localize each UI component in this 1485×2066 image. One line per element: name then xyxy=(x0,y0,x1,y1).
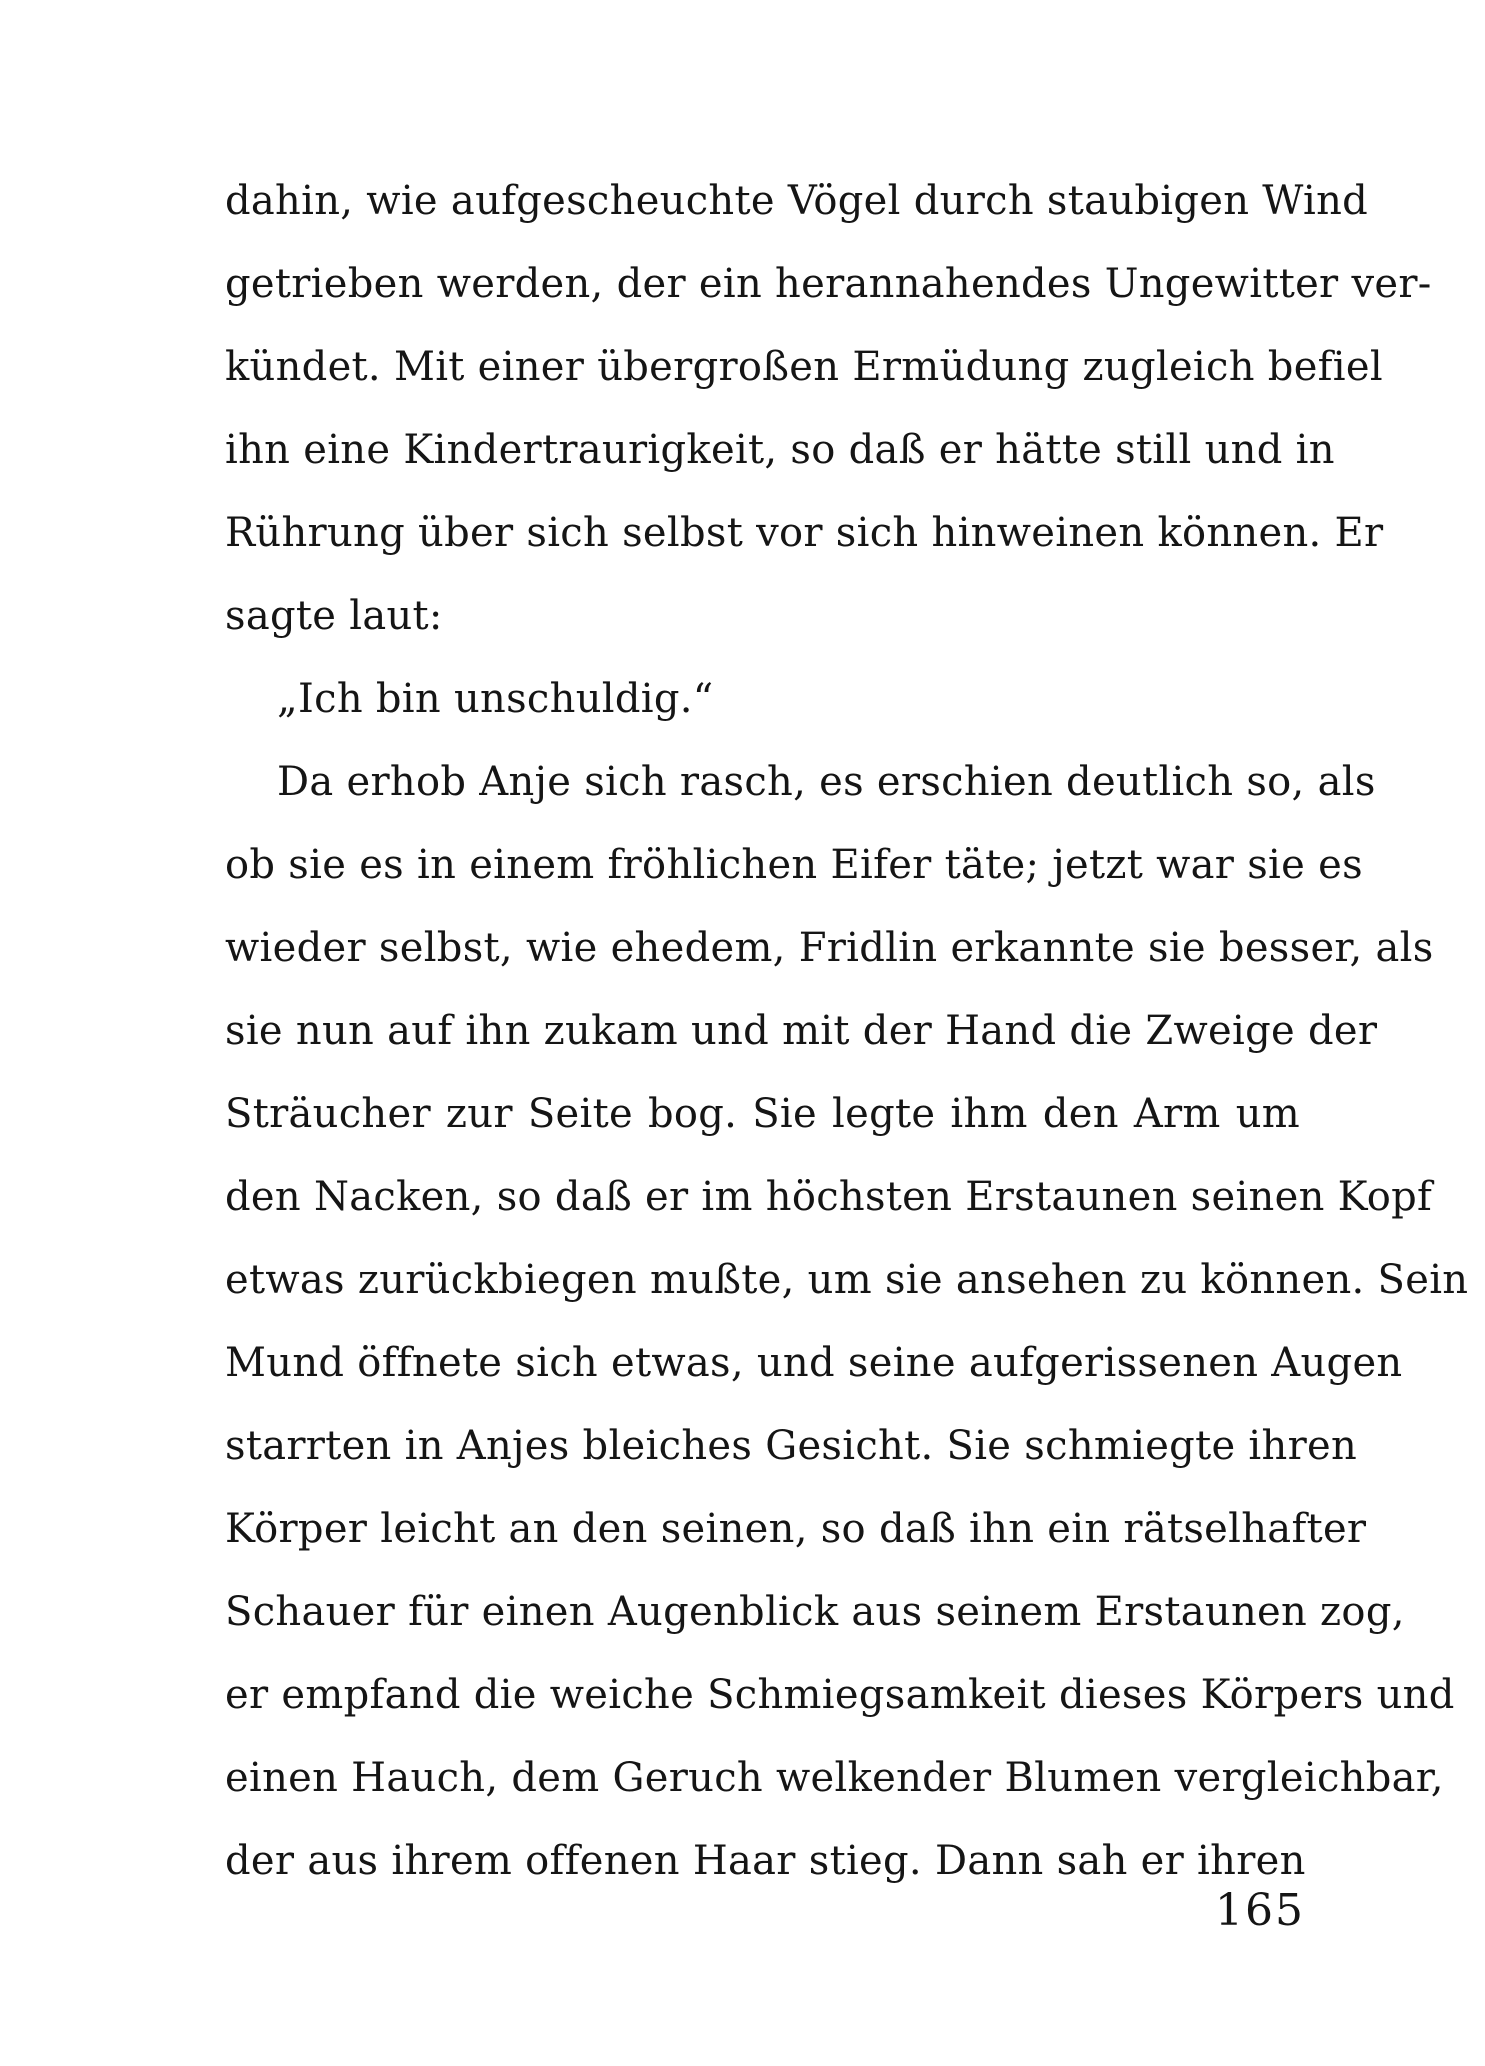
page-number: 165 xyxy=(1215,1885,1305,1936)
text-line: Mund öffnete sich etwas, und seine aufgerissenen Augen xyxy=(225,1340,1403,1386)
text-line: Körper leicht an den seinen, so daß ihn ein rätselhafter xyxy=(225,1506,1367,1552)
text-line: starrten in Anjes bleiches Gesicht. Sie schmiegte ihren xyxy=(225,1423,1358,1469)
text-line: wieder selbst, wie ehedem, Fridlin erkannte sie besser, als xyxy=(225,925,1434,971)
text-line: kündet. Mit einer übergroßen Ermüdung zugleich befiel xyxy=(225,344,1383,390)
quoted-speech-line: „Ich bin unschuldig.“ xyxy=(277,676,714,722)
text-line: etwas zurückbiegen mußte, um sie ansehen zu können. Sein xyxy=(225,1257,1469,1303)
body-text xyxy=(225,160,1469,1903)
text-line: ob sie es in einem fröhlichen Eifer täte; jetzt war sie es xyxy=(225,842,1363,888)
text-line: den Nacken, so daß er im höchsten Erstaunen seinen Kopf xyxy=(225,1174,1433,1220)
text-line: ihn eine Kindertraurigkeit, so daß er hätte still und in xyxy=(225,427,1335,473)
text-line: Schauer für einen Augenblick aus seinem Erstaunen zog, xyxy=(225,1589,1405,1635)
text-line: sie nun auf ihn zukam und mit der Hand die Zweige der xyxy=(225,1008,1378,1054)
paragraph-start-line: Da erhob Anje sich rasch, es erschien deutlich so, als xyxy=(277,759,1376,805)
text-line: getrieben werden, der ein herannahendes Ungewitter ver- xyxy=(225,261,1432,307)
text-line: Sträucher zur Seite bog. Sie legte ihm den Arm um xyxy=(225,1091,1300,1137)
text-line: er empfand die weiche Schmiegsamkeit dieses Körpers und xyxy=(225,1672,1455,1718)
text-line: dahin, wie aufgescheuchte Vögel durch staubigen Wind xyxy=(225,178,1369,224)
text-line: der aus ihrem offenen Haar stieg. Dann sah er ihren xyxy=(225,1838,1306,1884)
text-line: sagte laut: xyxy=(225,593,443,639)
text-line: einen Hauch, dem Geruch welkender Blumen vergleichbar, xyxy=(225,1755,1444,1801)
text-line: Rührung über sich selbst vor sich hinweinen können. Er xyxy=(225,510,1384,556)
